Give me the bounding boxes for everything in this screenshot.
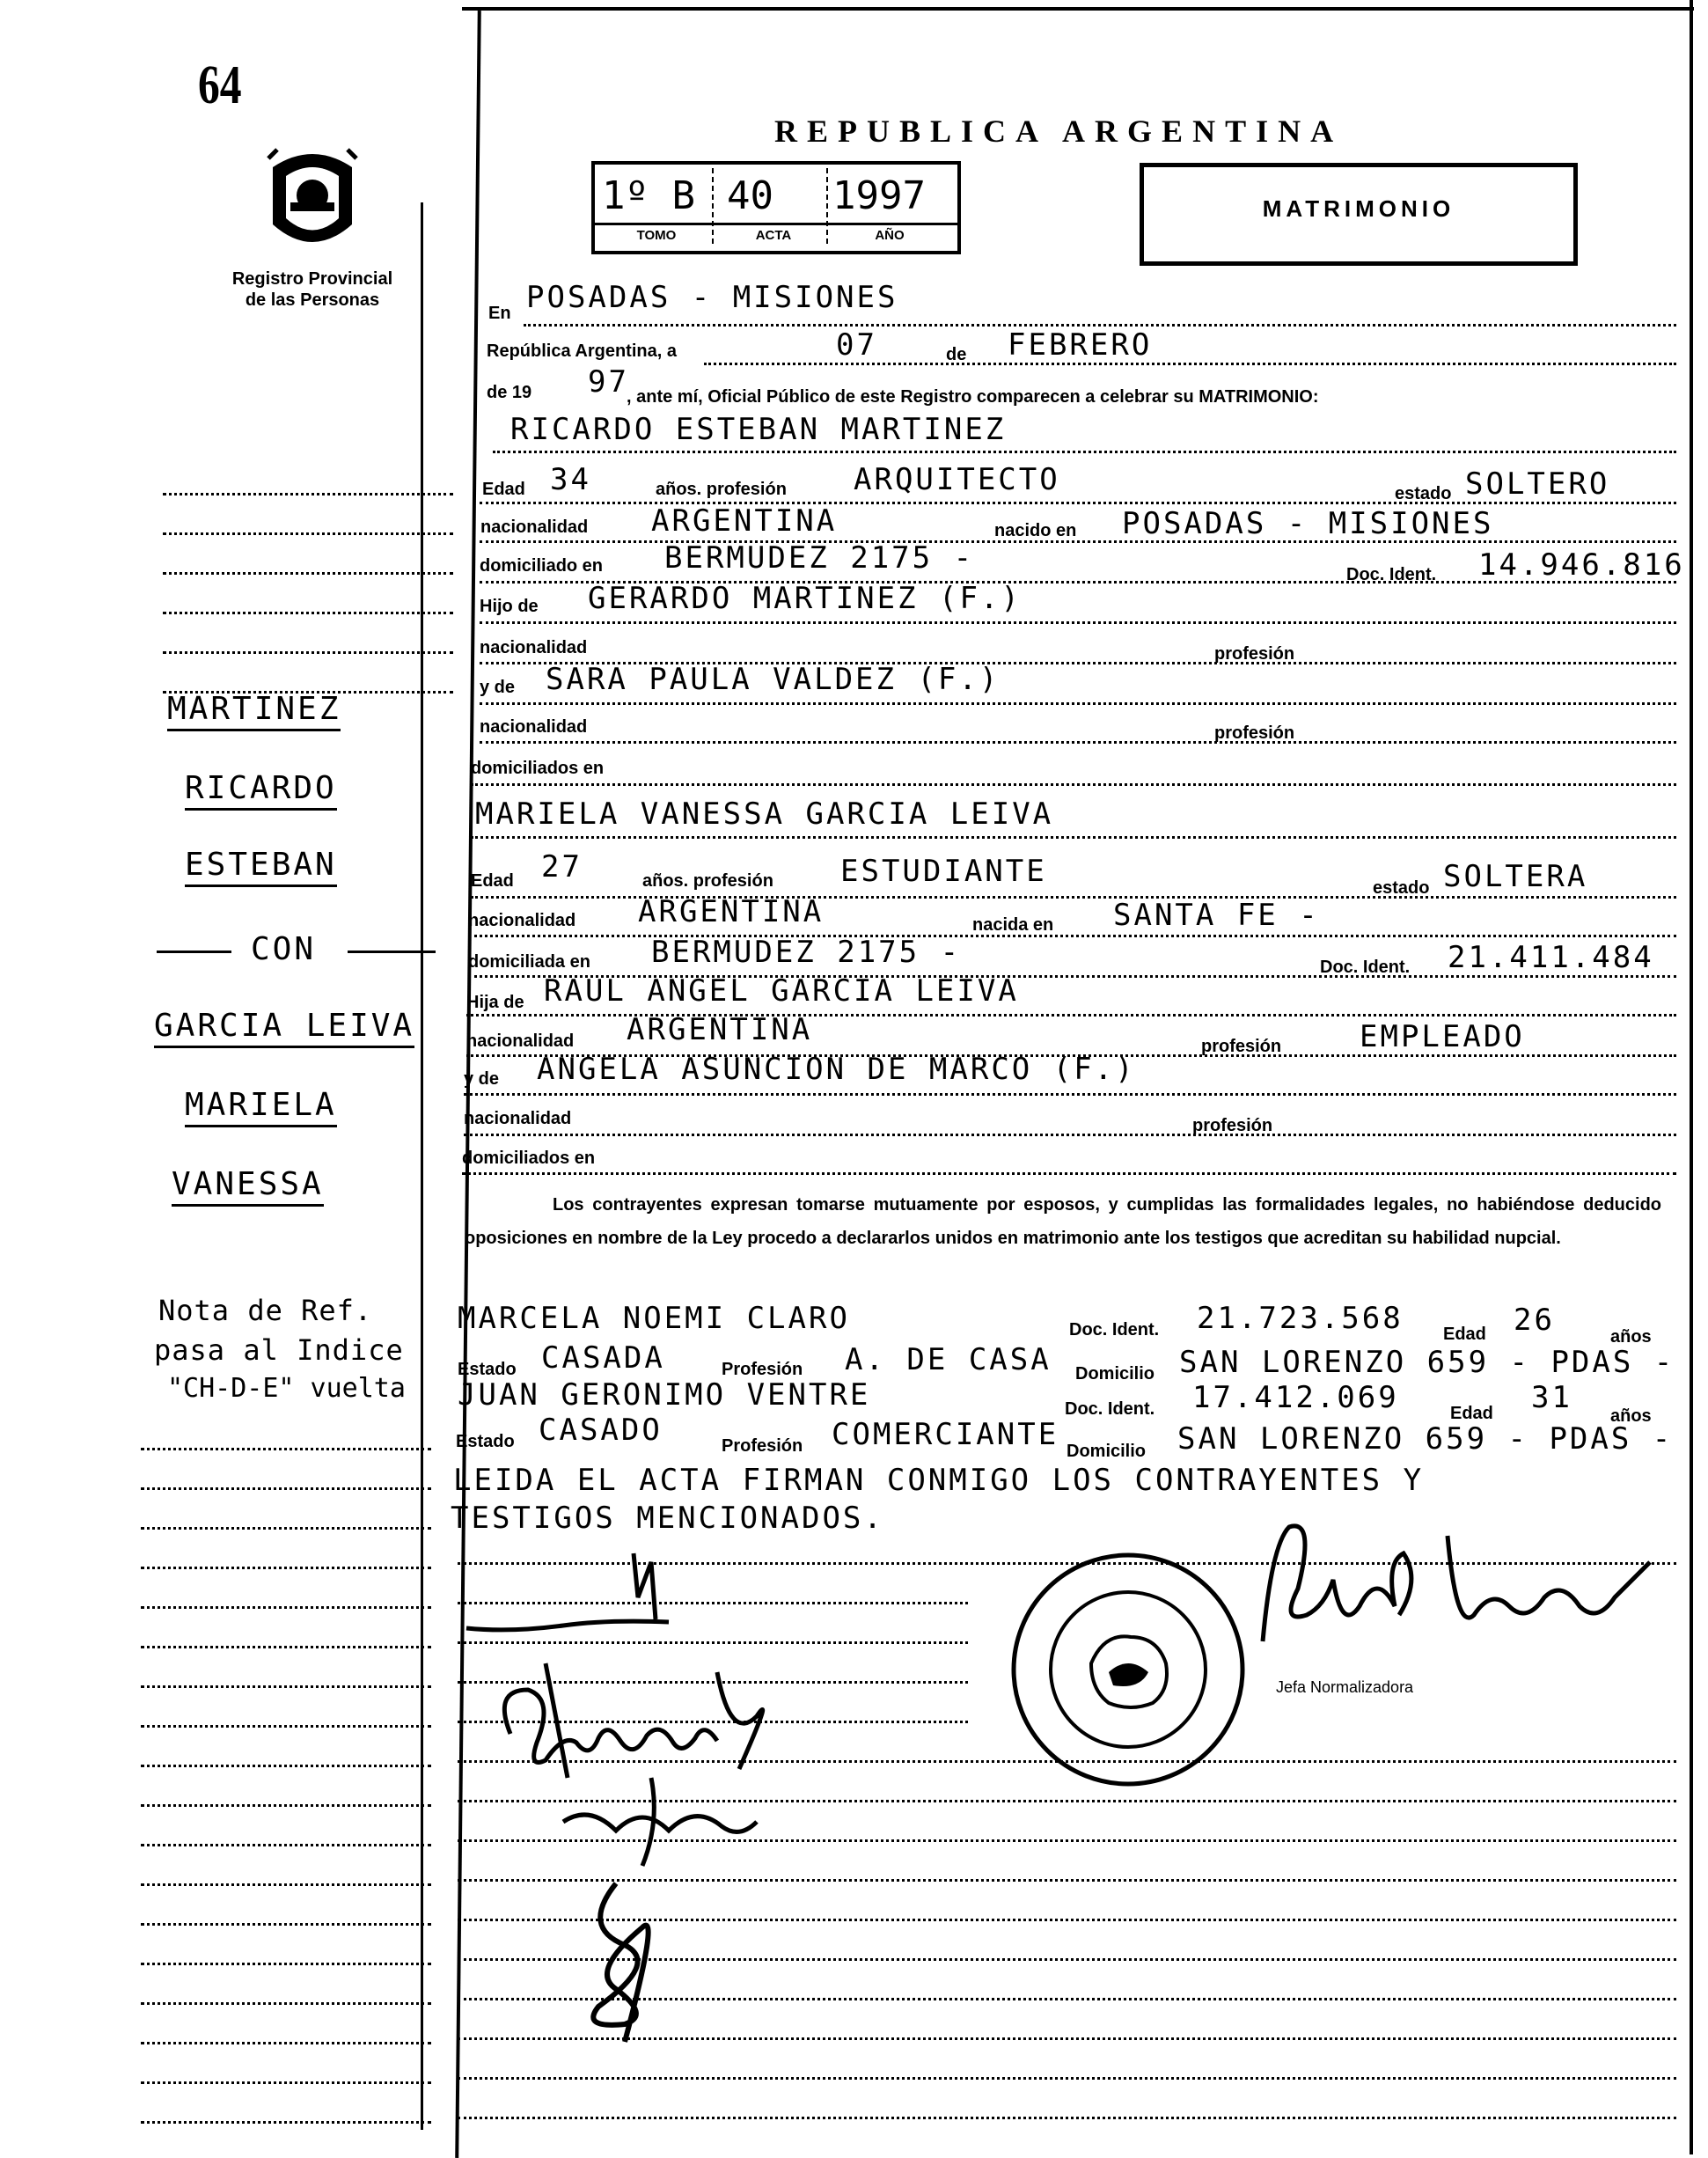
c2-doc: 21.411.484 [1448,940,1654,975]
acta-type-box [1140,163,1578,266]
c2-label-anos-profesion: años. profesión [642,871,773,891]
margin-rule-14 [141,1725,431,1728]
margin-rule-19 [141,1923,431,1926]
acta-value: 40 [727,173,773,218]
c2-label-nacionalidad-padre: nacionalidad [466,1031,575,1051]
margin-apellido-2: GARCIA LEIVA [154,1008,414,1048]
margin-nombre-1: RICARDO [185,770,337,811]
label-republica: República Argentina, a [487,341,677,361]
c2-label-edad: Edad [471,871,514,891]
c1-label-anos-profesion: años. profesión [656,480,787,499]
c1-doc: 14.946.816 [1478,547,1685,583]
tomo-label-rule [595,223,957,225]
t1-estado: CASADA [541,1340,665,1376]
t1-label-estado: Estado [458,1360,517,1379]
c2-label-hija-de: Hija de [466,993,524,1012]
tomo-label: TOMO [636,228,677,243]
t2-domicilio: SAN LORENZO 659 - PDAS - [1177,1421,1674,1457]
c1-nacido-en: POSADAS - MISIONES [1122,506,1494,541]
c1-label-y-de: y de [480,678,516,697]
c2-profesion: ESTUDIANTE [840,854,1047,889]
t1-edad: 26 [1514,1303,1555,1338]
c2-domicilio: BERMUDEZ 2175 - [651,935,962,970]
margin-rule-13 [141,1685,431,1688]
c2-label-y-de: y de [464,1069,500,1089]
margin-rule-20 [141,1963,431,1965]
margin-rule-24 [141,2121,431,2124]
t2-label-anos: años [1610,1406,1652,1426]
con-left-dash [157,951,231,953]
label-de-19: de 19 [487,383,532,402]
signature-oficial [1245,1509,1668,1663]
c2-label-domiciliados: domiciliados en [462,1149,596,1168]
c1-edad: 34 [550,462,591,497]
t1-profesion: A. DE CASA [845,1342,1052,1377]
margin-rule-16 [141,1804,431,1807]
c2-madre: ANGELA ASUNCION DE MARCO (F.) [537,1052,1136,1087]
t2-label-domicilio: Domicilio [1067,1442,1147,1461]
margin-rule-5 [163,651,453,654]
anio-corto-value: 97 [588,364,629,400]
margin-nombre-4: VANESSA [172,1166,324,1207]
margin-rule-9 [141,1527,431,1530]
rule-c2-nac [468,935,1676,937]
c2-label-nacida-en: nacida en [972,915,1054,935]
rule-c1-domiciliados [471,783,1676,786]
margin-con: CON [251,931,317,967]
margin-rule-2 [163,532,453,535]
nota-line-3: "CH-D-E" vuelta [167,1373,406,1404]
dia-value: 07 [836,327,877,363]
cierre-line-1: LEIDA EL ACTA FIRMAN CONMIGO LOS CONTRAYENTES Y [453,1463,1425,1498]
c1-label-hijo-de: Hijo de [480,597,539,616]
registro-caption: Registro Provincial de las Personas [231,269,393,310]
c2-label-doc: Doc. Ident. [1320,958,1411,977]
c1-label-doc: Doc. Ident. [1346,565,1437,584]
c1-profesion: ARQUITECTO [854,462,1060,497]
c1-label-nacionalidad: nacionalidad [480,517,589,537]
anio-value: 1997 [832,173,926,218]
t1-label-anos: años [1610,1327,1652,1347]
t2-label-profesion: Profesión [722,1436,803,1456]
rule-c2-madre-nac [464,1134,1676,1136]
official-stamp-icon [1008,1549,1250,1795]
c1-label-nacionalidad-madre: nacionalidad [480,717,588,737]
c1-label-domiciliado: domiciliado en [480,556,604,576]
con-right-dash [348,951,436,953]
margin-rule-21 [141,2002,431,2005]
rule-c1-madre [480,702,1676,705]
c2-label-nacionalidad-madre: nacionalidad [464,1109,572,1128]
t1-label-domicilio: Domicilio [1075,1364,1155,1384]
rule-c2-madre [464,1093,1676,1096]
mes-value: FEBRERO [1008,327,1153,363]
t2-profesion: COMERCIANTE [832,1417,1059,1452]
margin-rule-7 [141,1448,431,1450]
rule-c1-padre [480,621,1676,624]
t2-doc: 17.412.069 [1192,1380,1399,1415]
c2-estado: SOLTERA [1443,859,1588,894]
margin-rule-11 [141,1606,431,1609]
nota-line-1: Nota de Ref. [158,1294,373,1327]
signature-contrayente-2 [493,1637,792,1791]
registro-seal-icon [255,141,370,264]
c2-label-domiciliada: domiciliada en [468,952,590,972]
rule-c2-nombre [471,836,1676,839]
t2-label-estado: Estado [456,1432,515,1451]
rule-body-15 [458,2117,1676,2119]
c1-label-estado: estado [1395,484,1452,503]
c1-label-nacido-en: nacido en [994,521,1077,540]
anio-label: AÑO [875,228,905,243]
t2-label-edad: Edad [1450,1404,1493,1423]
rule-c1-madre-nac [480,741,1676,744]
t2-label-doc: Doc. Ident. [1065,1399,1155,1419]
c1-label-profesion-padre: profesión [1214,644,1295,664]
margin-rule-10 [141,1567,431,1569]
margin-rule-1 [163,493,453,495]
c1-padre: GERARDO MARTINEZ (F.) [588,581,1022,616]
c1-domicilio: BERMUDEZ 2175 - [664,540,975,576]
rule-lugar [524,324,1676,327]
oficial-title: Jefa Normalizadora [1276,1678,1414,1696]
label-ante-mi: , ante mí, Oficial Público de este Registro comparecen a celebrar su MATRIMONIO: [627,387,1319,407]
outer-left-rule [421,202,423,2130]
c1-label-edad: Edad [482,480,525,499]
c2-label-estado: estado [1373,878,1430,898]
tomo-acta-box [591,161,961,254]
c1-nombre: RICARDO ESTEBAN MARTINEZ [510,412,1007,447]
signature-testigo-2 [563,1875,686,2055]
c2-nacida-en: SANTA FE - [1113,898,1320,933]
margin-rule-3 [163,572,453,575]
margin-apellido-1: MARTINEZ [167,691,341,731]
margin-rule-17 [141,1844,431,1846]
acta-type-label: MATRIMONIO [1262,195,1455,222]
rule-body-14 [458,2077,1676,2080]
t1-label-profesion: Profesión [722,1360,803,1379]
rule-c1-nac [480,540,1676,543]
c2-padre-nac: ARGENTINA [627,1012,813,1047]
t2-edad: 31 [1531,1380,1572,1415]
c2-label-profesion-madre: profesión [1192,1116,1273,1135]
tomo-value: 1º B [602,173,695,218]
margin-rule-22 [141,2042,431,2044]
c1-label-domiciliados: domiciliados en [471,759,605,778]
c1-estado: SOLTERO [1465,466,1610,502]
rule-c2-domiciliados [462,1172,1676,1175]
tomo-divider [712,168,715,244]
label-de: de [946,345,967,364]
right-margin-rule [1690,0,1693,2154]
margin-rule-8 [141,1487,431,1490]
t2-estado: CASADO [539,1413,663,1448]
document-title: REPUBLICA ARGENTINA [774,114,1344,149]
c2-label-nacionalidad: nacionalidad [468,911,576,930]
c2-nombre: MARIELA VANESSA GARCIA LEIVA [475,796,1054,832]
t1-label-doc: Doc. Ident. [1069,1320,1160,1340]
acta-divider [826,168,830,244]
cierre-line-2: TESTIGOS MENCIONADOS. [451,1501,884,1536]
acta-label: ACTA [755,228,792,243]
c2-label-profesion-padre: profesión [1201,1037,1282,1056]
lugar-value: POSADAS - MISIONES [526,280,898,315]
c1-madre: SARA PAULA VALDEZ (F.) [546,662,1001,697]
margin-nombre-2: ESTEBAN [185,847,337,887]
t1-domicilio: SAN LORENZO 659 - PDAS - [1179,1345,1675,1380]
label-en: En [488,304,511,323]
page-number: 64 [198,55,242,115]
rule-c1-nombre [493,451,1676,453]
c2-padre: RAUL ANGEL GARCIA LEIVA [544,973,1019,1009]
t1-label-edad: Edad [1443,1325,1486,1344]
margin-rule-23 [141,2081,431,2084]
nota-line-2: pasa al Indice [154,1333,404,1367]
c1-label-profesion-madre: profesión [1214,723,1295,743]
c2-edad: 27 [541,849,583,884]
c1-nacionalidad: ARGENTINA [651,503,838,539]
declaracion-text: Los contrayentes expresan tomarse mutuamente por esposos, y cumplidas las formalidades legales, no habiéndose deducido oposiciones en nombre de la Ley procedo a declararlos unidos en matrimonio ante los testigos que acreditan su habilidad nupcial. [465,1195,1661,1248]
rule-fecha [704,363,1676,365]
c2-nacionalidad: ARGENTINA [638,894,825,929]
t1-doc: 21.723.568 [1197,1301,1404,1336]
margin-nombre-3: MARIELA [185,1087,337,1127]
margin-rule-18 [141,1883,431,1886]
margin-rule-12 [141,1646,431,1648]
c2-padre-prof: EMPLEADO [1360,1019,1525,1054]
margin-rule-15 [141,1765,431,1767]
margin-rule-4 [163,612,453,614]
signature-testigo-1 [554,1769,766,1879]
t2-nombre: JUAN GERONIMO VENTRE [458,1377,871,1413]
top-border [462,7,1694,11]
t1-nombre: MARCELA NOEMI CLARO [458,1301,850,1336]
c1-label-nacionalidad-padre: nacionalidad [480,638,588,657]
